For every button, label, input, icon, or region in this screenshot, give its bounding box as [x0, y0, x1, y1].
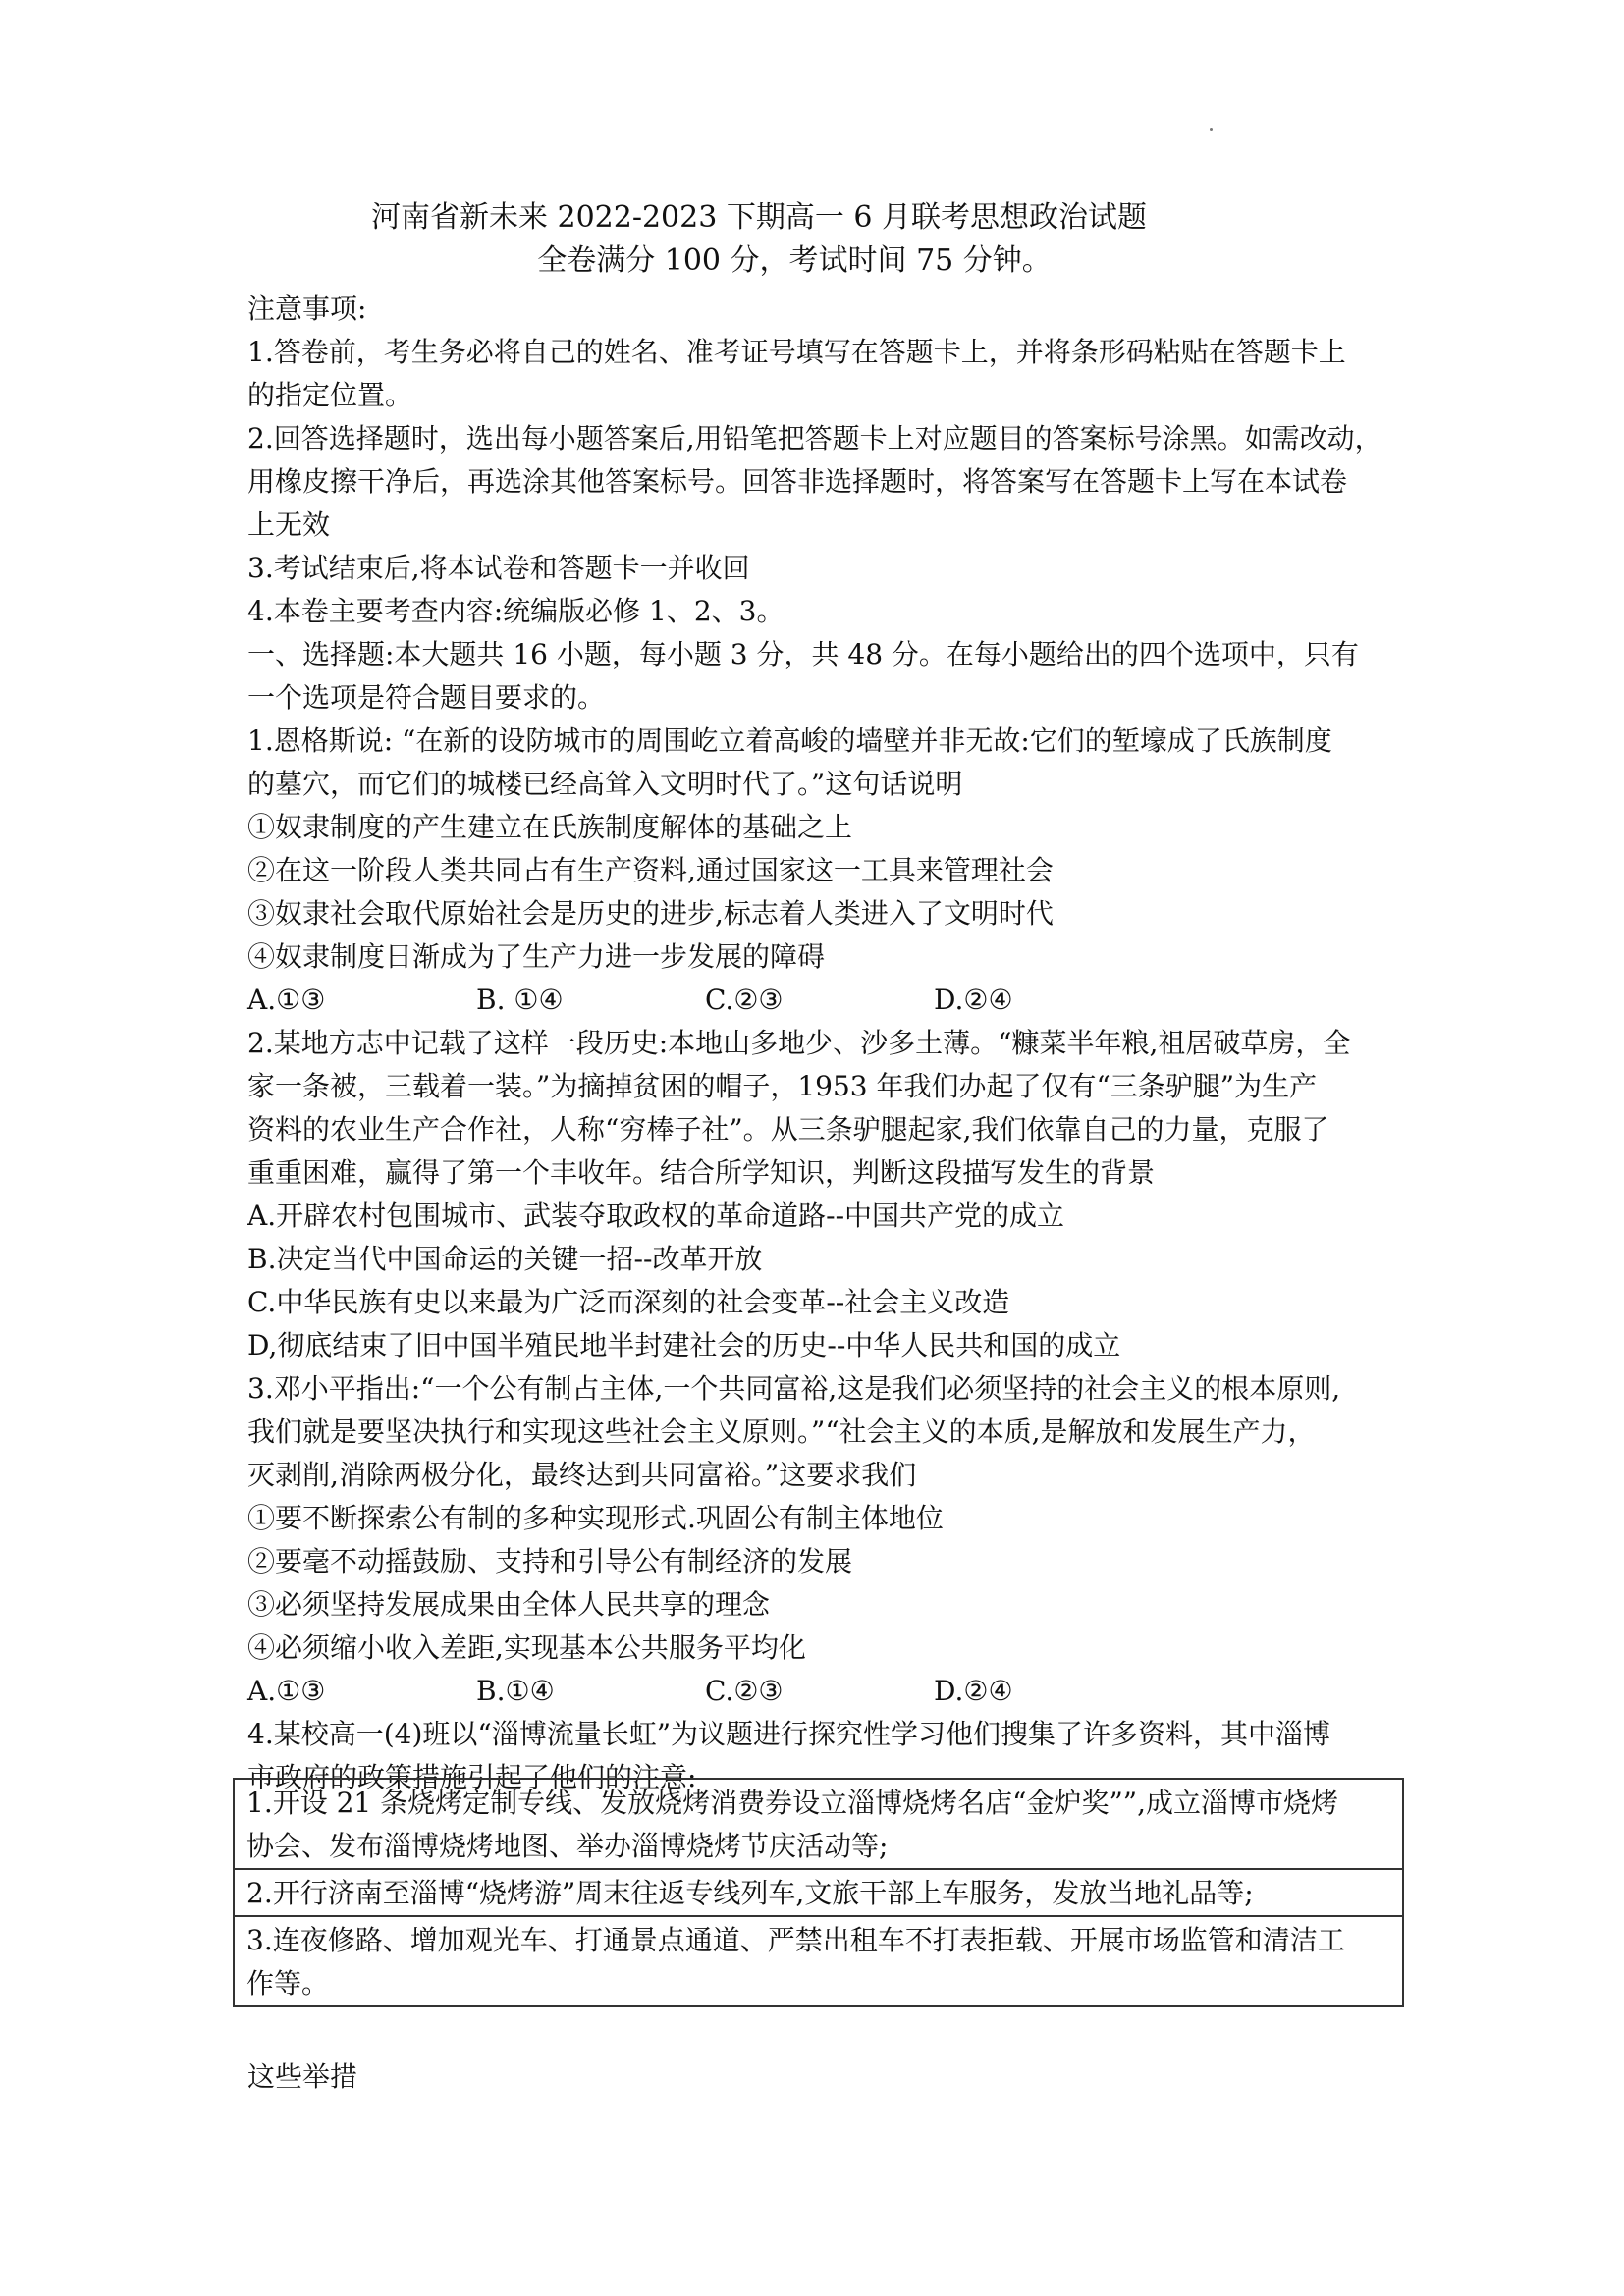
scan-speck [1210, 128, 1213, 131]
question-1-statement: ③奴隶社会取代原始社会是历史的进步,标志着人类进入了文明时代 [247, 897, 1054, 930]
choice-a: A.①③ [247, 984, 326, 1016]
question-3-statement: ④必须缩小收入差距,实现基本公共服务平均化 [247, 1631, 806, 1664]
policy-row-3 [235, 1917, 1402, 2005]
exam-subtitle: 全卷满分 100 分，考试时间 75 分钟。 [537, 243, 1052, 278]
note-line: 上无效 [247, 508, 331, 541]
policy-row-1 [235, 1780, 1402, 1870]
question-4-text: 市政府的政策措施引起了他们的注意: [247, 1761, 697, 1793]
question-2-text: 家一条被，三载着一装。”为摘掉贫困的帽子，1953 年我们办起了仅有“三条驴腿”为生产 [247, 1070, 1318, 1102]
policy-table [233, 1778, 1404, 2007]
question-3-statement: ②要毫不动摇鼓励、支持和引导公有制经济的发展 [247, 1545, 853, 1577]
question-3-text: 我们就是要坚决执行和实现这些社会主义原则。”“社会主义的本质,是解放和发展生产力， [247, 1415, 1316, 1448]
note-line: 的指定位置。 [247, 379, 413, 411]
section-heading: 一、选择题:本大题共 16 小题，每小题 3 分，共 48 分。在每小题给出的四个选项中，只有 [247, 638, 1359, 670]
note-line: 用橡皮擦干净后，再选涂其他答案标号。回答非选择题时，将答案写在答题卡上写在本试卷 [247, 465, 1348, 498]
exam-body [247, 288, 1408, 1799]
question-3-text: 3.邓小平指出:“一个公有制占主体,一个共同富裕,这是我们必须坚持的社会主义的根本原则, [247, 1372, 1341, 1405]
choice-b: B.①④ [476, 1675, 555, 1707]
question-1-choices [247, 979, 1408, 1022]
choice-b: B. ①④ [476, 984, 564, 1016]
policy-text: 1.开设 21 条烧烤定制专线、发放烧烤消费券设立淄博烧烤名店“金炉奖””,成立淄博市烧烤 [246, 1787, 1338, 1819]
section-heading: 一个选项是符合题目要求的。 [247, 681, 606, 714]
question-1-text: 的墓穴，而它们的城楼已经高耸入文明时代了。”这句话说明 [247, 768, 963, 800]
policy-text: 协会、发布淄博烧烤地图、举办淄博烧烤节庆活动等; [246, 1830, 889, 1862]
policy-text: 作等。 [246, 1967, 330, 2000]
question-3-choices [247, 1670, 1408, 1713]
choice-d: D.②④ [934, 984, 1013, 1016]
question-2-text: 资料的农业生产合作社，人称“穷棒子社”。从三条驴腿起家,我们依靠自己的力量，克服了 [247, 1113, 1329, 1146]
note-line: 2.回答选择题时，选出每小题答案后,用铅笔把答题卡上对应题目的答案标号涂黑。如需改动， [247, 422, 1382, 454]
policy-text: 3.连夜修路、增加观光车、打通景点通道、严禁出租车不打表拒载、开展市场监管和清洁工 [246, 1924, 1345, 1956]
question-2-text: 2.某地方志中记载了这样一段历史:本地山多地少、沙多土薄。“糠菜半年粮,祖居破草房，全 [247, 1027, 1351, 1059]
choice-d: D.②④ [934, 1675, 1013, 1707]
note-line: 4.本卷主要考查内容:统编版必修 1、2、3。 [247, 595, 785, 627]
exam-title: 河南省新未来 2022-2023 下期高一 6 月联考思想政治试题 [370, 200, 1148, 235]
question-3-statement: ①要不断探索公有制的多种实现形式.巩固公有制主体地位 [247, 1502, 944, 1534]
question-1-text: 1.恩格斯说: “在新的设防城市的周围屹立着高峻的墙壁并非无故:它们的堑壕成了氏族制度 [247, 724, 1332, 757]
question-1-statement: ②在这一阶段人类共同占有生产资料,通过国家这一工具来管理社会 [247, 854, 1054, 886]
policy-row-2 [235, 1870, 1402, 1917]
question-4-text: 4.某校高一(4)班以“淄博流量长虹”为议题进行探究性学习他们搜集了许多资料，其中淄博 [247, 1718, 1331, 1750]
choice-a: A.①③ [247, 1675, 326, 1707]
policy-text: 2.开行济南至淄博“烧烤游”周末往返专线列车,文旅干部上车服务，发放当地礼品等; [246, 1877, 1254, 1909]
question-2-choice: A.开辟农村包围城市、武装夺取政权的革命道路--中国共产党的成立 [247, 1200, 1065, 1232]
notes-heading: 注意事项: [247, 293, 367, 325]
choice-c: C.②③ [705, 984, 784, 1016]
question-3-statement: ③必须坚持发展成果由全体人民共享的理念 [247, 1588, 771, 1621]
question-1-statement: ①奴隶制度的产生建立在氏族制度解体的基础之上 [247, 811, 853, 843]
question-2-text: 重重困难，赢得了第一个丰收年。结合所学知识，判断这段描写发生的背景 [247, 1156, 1156, 1189]
note-line: 1.答卷前，考生务必将自己的姓名、准考证号填写在答题卡上，并将条形码粘贴在答题卡上 [247, 336, 1346, 368]
question-3-text: 灭剥削,消除两极分化，最终达到共同富裕。”这要求我们 [247, 1459, 917, 1491]
question-4-prompt: 这些举措 [247, 2060, 358, 2093]
choice-c: C.②③ [705, 1675, 784, 1707]
question-2-choice: B.决定当代中国命运的关键一招--改革开放 [247, 1243, 763, 1275]
question-2-choice: D,彻底结束了旧中国半殖民地半封建社会的历史--中华人民共和国的成立 [247, 1329, 1121, 1362]
note-line: 3.考试结束后,将本试卷和答题卡一并收回 [247, 552, 750, 584]
question-2-choice: C.中华民族有史以来最为广泛而深刻的社会变革--社会主义改造 [247, 1286, 1010, 1318]
question-1-statement: ④奴隶制度日渐成为了生产力进一步发展的障碍 [247, 940, 826, 973]
